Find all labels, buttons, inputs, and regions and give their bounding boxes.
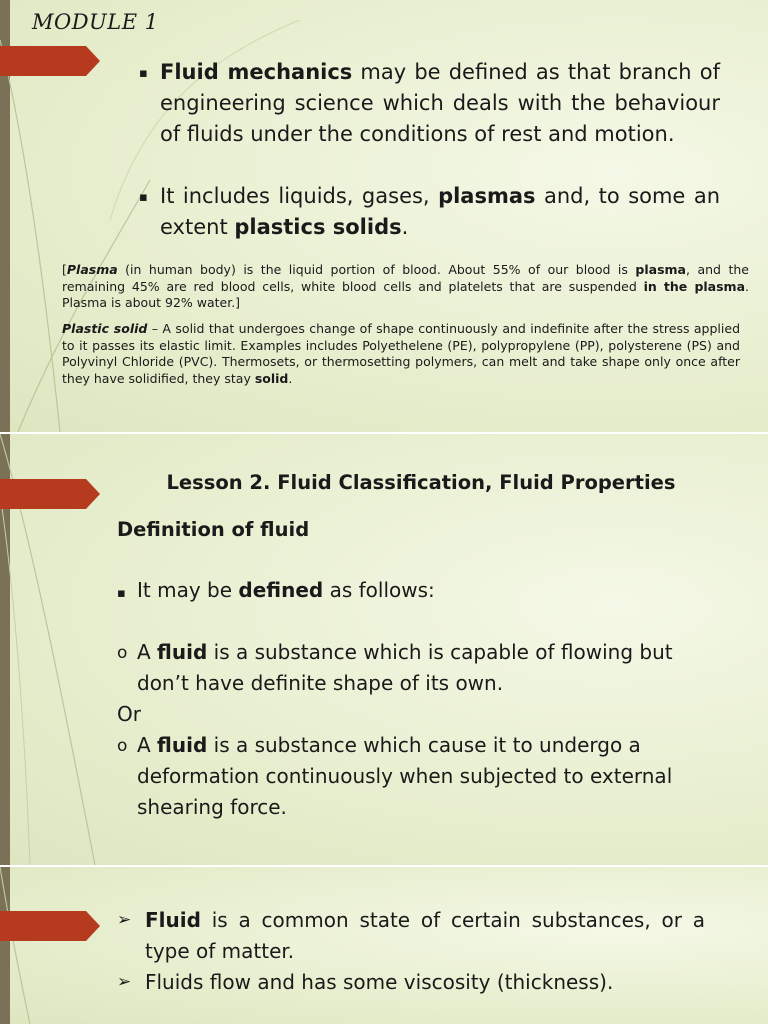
text-span: .	[288, 370, 293, 386]
plasma-note	[62, 262, 749, 312]
text-span: It may be	[137, 578, 239, 602]
text-span: in the plasma	[643, 278, 746, 294]
module-title: MODULE 1	[32, 10, 159, 34]
term-plasmas: plasmas	[438, 184, 536, 208]
term-plastic-solid: Plastic solid	[62, 321, 148, 336]
text-span: .	[401, 215, 409, 239]
fluid-definition-2	[137, 730, 672, 823]
text-span: as follows:	[323, 578, 435, 602]
text-span: fluid	[157, 733, 208, 757]
text-span: defined	[238, 578, 324, 602]
term-fluid-mechanics: Fluid mechanics	[160, 60, 353, 84]
text-span: and, to some an extent	[160, 184, 720, 239]
text-span: solid	[254, 370, 289, 386]
lesson-title: Lesson 2. Fluid Classification, Fluid Properties	[166, 471, 676, 494]
bullet-square-icon: ▪	[139, 66, 148, 81]
text-span: (in human body) is the liquid portion of blood. About 55% of our blood is	[117, 262, 636, 277]
term-plastics-solids: plastics solids	[234, 215, 402, 239]
text-span: , and the remaining 45% are red blood cells, white blood cells and platelets that are suspended	[62, 262, 749, 294]
text-line	[137, 637, 673, 668]
text-span: . Plasma is about 92% water.]	[62, 278, 750, 310]
fluid-state-bullet	[145, 905, 705, 967]
or-text: Or	[117, 702, 141, 726]
slide-2	[0, 434, 768, 865]
arrowhead-bullet-icon: ➢	[117, 972, 132, 992]
term-plasma: Plasma	[66, 262, 118, 277]
text-span: is a common state of certain substances, or a type of matter.	[145, 908, 705, 963]
text-span: fluid	[157, 640, 208, 664]
plastic-solid-note	[62, 321, 740, 387]
text-span: Fluid	[145, 908, 201, 932]
fluid-definition-1	[137, 637, 673, 699]
text-span: [	[62, 262, 67, 277]
text-span: – A solid that undergoes change of shape continuously and indefinite after the stress applied to it passes its elastic limit. Examples includes Polyethelene (PE), polypropylene (PP), polysterene (PS) and Polyvinyl Chloride (PVC). Thermosets, or thermosetting polymers, can melt and take shape only once after they have solidified, they stay	[62, 321, 740, 386]
bullet-square-icon: ▪	[117, 586, 126, 601]
text-line	[137, 730, 672, 761]
text-span: It includes liquids, gases,	[160, 184, 439, 208]
viscosity-bullet: Fluids flow and has some viscosity (thickness).	[145, 970, 614, 994]
slide-sidebar	[0, 867, 10, 1024]
circle-bullet-icon: o	[117, 736, 128, 756]
definition-heading: Definition of fluid	[117, 518, 310, 541]
accent-arrow	[0, 46, 100, 76]
text-span: may be defined as that branch of engineering science which deals with the behaviour of fluids under the conditions of rest and motion.	[160, 60, 720, 146]
arrowhead-bullet-icon: ➢	[117, 910, 132, 930]
text-line: deformation continuously when subjected to external	[137, 764, 673, 788]
slide-3	[0, 867, 768, 1024]
defined-bullet	[137, 575, 435, 606]
text-span: A	[137, 640, 158, 664]
text-line: shearing force.	[137, 795, 287, 819]
circle-bullet-icon: o	[117, 643, 128, 663]
fluid-mechanics-definition	[160, 57, 720, 150]
text-span: is a substance which is capable of flowing but	[207, 640, 673, 664]
accent-arrow	[0, 911, 100, 941]
text-line: don’t have definite shape of its own.	[137, 671, 504, 695]
text-span: plasma	[635, 262, 686, 277]
text-span: A	[137, 733, 158, 757]
bullet-square-icon: ▪	[139, 190, 148, 205]
text-span: is a substance which cause it to undergo a	[207, 733, 641, 757]
fluid-includes-bullet	[160, 181, 720, 243]
slide-1	[0, 0, 768, 432]
